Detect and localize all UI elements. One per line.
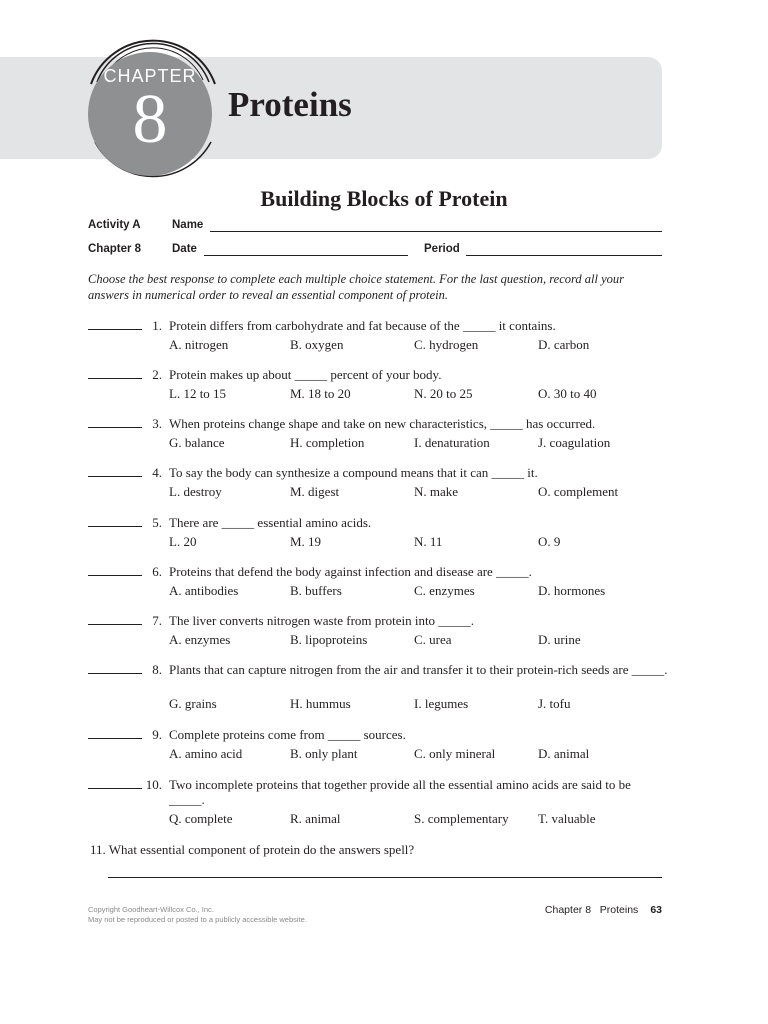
answer-option: B. oxygen [290,337,344,352]
answer-option: N. 11 [414,534,443,549]
answer-option: C. urea [414,632,452,647]
answer-option: B. buffers [290,583,342,598]
period-label: Period [424,243,460,255]
answer-option: S. complementary [414,811,509,826]
answer-option: A. nitrogen [169,337,229,352]
question-stem: When proteins change shape and take on new characteristics, _____ has occurred. [169,416,596,431]
answer-option: B. only plant [290,746,358,761]
activity-title: Building Blocks of Protein [260,186,508,211]
question-stem: Proteins that defend the body against infection and disease are _____. [169,564,532,579]
answer-option: M. 18 to 20 [290,386,351,401]
chapter-title: Proteins [228,85,352,124]
question-stem: Complete proteins come from _____ sources. [169,727,406,742]
question-stem: Two incomplete proteins that together provide all the essential amino acids are said to be _____. [169,777,631,807]
date-field[interactable] [204,255,408,256]
chapter-word: CHAPTER [103,66,197,86]
running-head: Chapter 8 Proteins [544,904,639,916]
answer-option: D. carbon [538,337,590,352]
answer-option: D. animal [538,746,590,761]
answer-option: A. amino acid [169,746,243,761]
question-number: 2. [152,367,162,382]
answer-option: N. 20 to 25 [414,386,473,401]
answer-option: H. completion [290,435,365,450]
question-number: 6. [152,564,162,579]
answer-option: M. digest [290,484,340,499]
answer-option: G. grains [169,696,217,711]
answer-option: A. enzymes [169,632,231,647]
answer-option: C. only mineral [414,746,496,761]
answer-option: L. 12 to 15 [169,386,227,401]
question-number: 9. [152,727,162,742]
copyright-line-1: Copyright Goodheart-Willcox Co., Inc. [88,905,214,914]
chapter-label: Chapter 8 [88,243,142,255]
question-number: 3. [152,416,162,431]
answer-option: J. coagulation [538,435,611,450]
answer-option: I. denaturation [414,435,490,450]
page-number: 63 [650,904,662,916]
question-number: 7. [152,613,162,628]
answer-option: B. lipoproteins [290,632,368,647]
answer-option: C. hydrogen [414,337,479,352]
chapter-number: 8 [132,81,168,158]
date-label: Date [172,243,197,255]
answer-option: H. hummus [290,696,351,711]
answer-option: J. tofu [538,696,571,711]
answer-option: C. enzymes [414,583,475,598]
copyright-line-2: May not be reproduced or posted to a publicly accessible website. [88,915,307,924]
question-number: 5. [152,515,162,530]
question-stem: Plants that can capture nitrogen from the air and transfer it to their protein-rich seeds are _____. [169,662,668,677]
question-stem: To say the body can synthesize a compound means that it can _____ it. [169,465,538,480]
answer-option: T. valuable [538,811,596,826]
answer-option: O. complement [538,484,619,499]
copyright [88,905,307,925]
footer-running-head [500,904,662,916]
name-label: Name [172,219,204,231]
answer-option: R. animal [290,811,341,826]
answer-option: L. destroy [169,484,222,499]
answer-option: O. 30 to 40 [538,386,597,401]
period-field[interactable] [466,255,662,256]
question-stem: Protein differs from carbohydrate and fat because of the _____ it contains. [169,318,556,333]
answer-option: O. 9 [538,534,561,549]
answer-option: Q. complete [169,811,233,826]
question-number: 10. [145,777,162,792]
activity-label: Activity A [88,219,141,231]
question-number: 4. [152,465,162,480]
answer-option: D. urine [538,632,581,647]
question-stem: Protein makes up about _____ percent of your body. [169,367,442,382]
question-stem: The liver converts nitrogen waste from protein into _____. [169,613,475,628]
question-stem: There are _____ essential amino acids. [169,515,372,530]
question-number: 8. [152,662,162,677]
answer-line[interactable] [108,877,662,878]
name-field[interactable] [210,231,662,232]
answer-option: A. antibodies [169,583,239,598]
instructions: Choose the best response to complete each multiple choice statement. For the last question, record all your answers in numerical order to reveal an essential component of protein. [88,272,625,302]
answer-option: I. legumes [414,696,469,711]
answer-option: M. 19 [290,534,322,549]
question-11: 11. What essential component of protein do the answers spell? [90,842,415,857]
answer-option: D. hormones [538,583,606,598]
question-number: 1. [152,318,162,333]
answer-option: N. make [414,484,459,499]
answer-option: G. balance [169,435,225,450]
answer-option: L. 20 [169,534,197,549]
